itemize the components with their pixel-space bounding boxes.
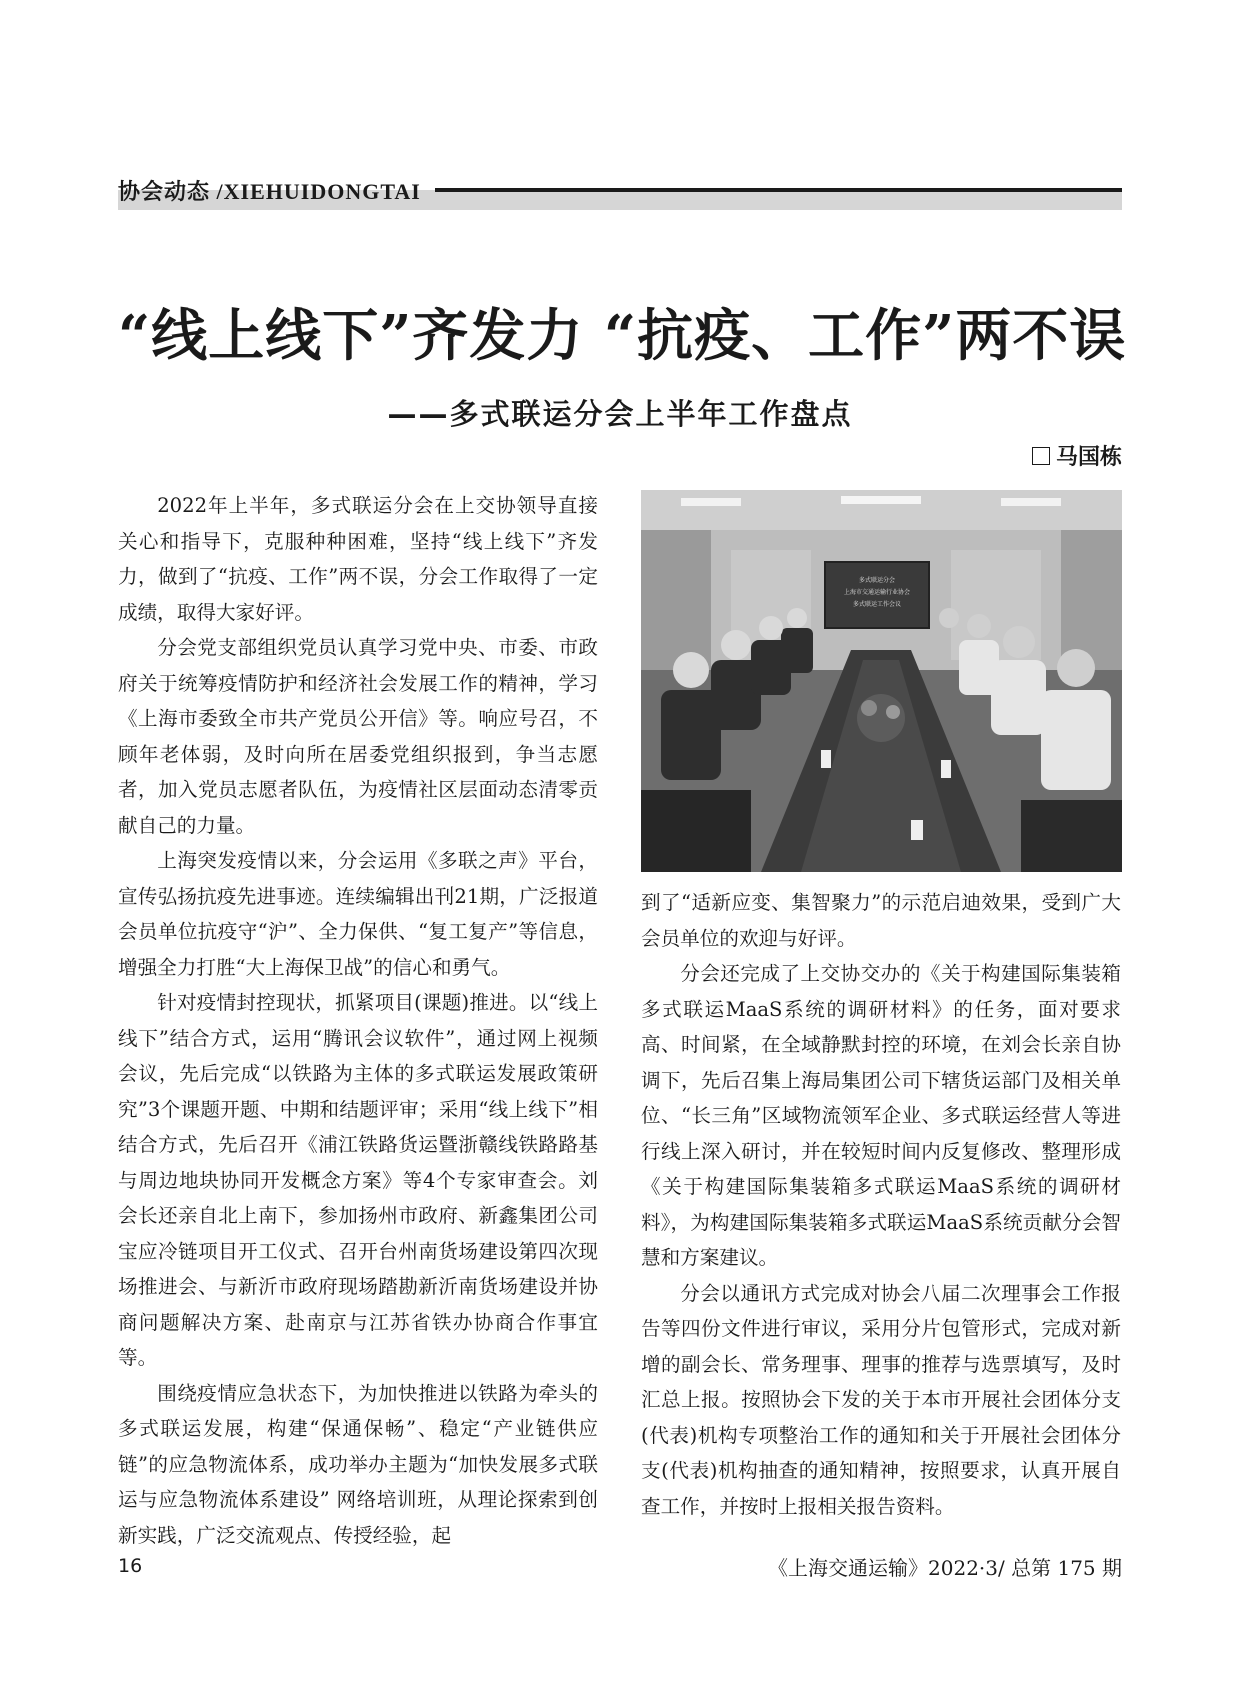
section-label	[118, 175, 421, 206]
paragraph: 分会党支部组织党员认真学习党中央、市委、市政府关于统筹疫情防护和经济社会发展工作的精神，学习《上海市委致全市共产党员公开信》等。响应号召，不顾年老体弱，及时向所在居委党组织报到，争当志愿者，加入党员志愿者队伍，为疫情社区层面动态清零贡献自己的力量。	[118, 636, 598, 837]
header-rule	[435, 188, 1122, 192]
article-subtitle: ——多式联运分会上半年工作盘点	[387, 397, 853, 431]
meeting-photo	[641, 490, 1122, 872]
meeting-photo-illustration	[641, 490, 1122, 872]
author-name: 马国栋	[1055, 445, 1122, 470]
screen-line-2: 上海市交通运输行业协会	[843, 589, 911, 596]
paragraph: 分会以通讯方式完成对协会八届二次理事会工作报告等四份文件进行审议，采用分片包管形式，完成对新增的副会长、常务理事、理事的推荐与选票填写，及时汇总上报。按照协会下发的关于本市开展社会团体分支(代表)机构专项整治工作的通知和关于开展社会团体分支(代表)机构抽查的通知精神，按照要求，认真开展自查工作，并按时上报相关报告资料。	[641, 1281, 1121, 1518]
section-label-en: /XIEHUIDONGTAI	[210, 178, 421, 204]
screen-line-1: 多式联运分会	[858, 577, 896, 584]
left-column	[118, 488, 598, 1553]
paragraph: 到了“适新应变、集智聚力”的示范启迪效果，受到广大会员单位的欢迎与好评。	[641, 891, 1121, 950]
paragraph: 分会还完成了上交协交办的《关于构建国际集装箱多式联运MaaS系统的调研材料》的任务，面对要求高、时间紧，在全域静默封控的环境，在刘会长亲自协调下，先后召集上海局集团公司下辖货运部门及相关单位、“长三角”区域物流领军企业、多式联运经营人等进行线上深入研讨，并在较短时间内反复修改、整理形成《关于构建国际集装箱多式联运MaaS系统的调研材料》，为构建国际集装箱多式联运MaaS系统贡献分会智慧和方案建议。	[641, 962, 1121, 1269]
journal-citation: 《上海交通运输》2022·3/ 总第 175 期	[768, 1556, 1122, 1580]
author-box-icon	[1032, 447, 1050, 465]
paragraph: 围绕疫情应急状态下，为加快推进以铁路为牵头的多式联运发展，构建“保通保畅”、稳定“产业链供应链”的应急物流体系，成功举办主题为“加快发展多式联运与应急物流体系建设” 网络培训班，从理论探索到创新实践，广泛交流观点、传授经验，起	[118, 1381, 598, 1547]
paragraph: 上海突发疫情以来，分会运用《多联之声》平台，宣传弘扬抗疫先进事迹。连续编辑出刊21期，广泛报道会员单位抗疫守“沪”、全力保供、“复工复产”等信息，增强全力打胜“大上海保卫战”的信心和勇气。	[118, 849, 598, 979]
section-header	[118, 172, 1122, 208]
paragraph: 2022年上半年，多式联运分会在上交协领导直接关心和指导下，克服种种困难，坚持“线上线下”齐发力，做到了“抗疫、工作”两不误，分会工作取得了一定成绩，取得大家好评。	[118, 494, 598, 624]
right-column	[641, 885, 1121, 1524]
article-title: “线上线下”齐发力 “抗疫、工作”两不误	[118, 303, 1127, 369]
page-number: 16	[118, 1555, 143, 1577]
section-label-cn: 协会动态	[118, 179, 211, 205]
author-line	[1032, 440, 1122, 471]
screen-line-3: 多式联运工作会议	[852, 601, 902, 608]
paragraph: 针对疫情封控现状，抓紧项目(课题)推进。以“线上线下”结合方式，运用“腾讯会议软件”，通过网上视频会议，先后完成“以铁路为主体的多式联运发展政策研究”3个课题开题、中期和结题评审；采用“线上线下”相结合方式，先后召开《浦江铁路货运暨浙赣线铁路路基与周边地块协同开发概念方案》等4个专家审查会。刘会长还亲自北上南下，参加扬州市政府、新鑫集团公司宝应冷链项目开工仪式、召开台州南货场建设第四次现场推进会、与新沂市政府现场踏勘新沂南货场建设并协商问题解决方案、赴南京与江苏省铁办协商合作事宜等。	[118, 991, 598, 1369]
